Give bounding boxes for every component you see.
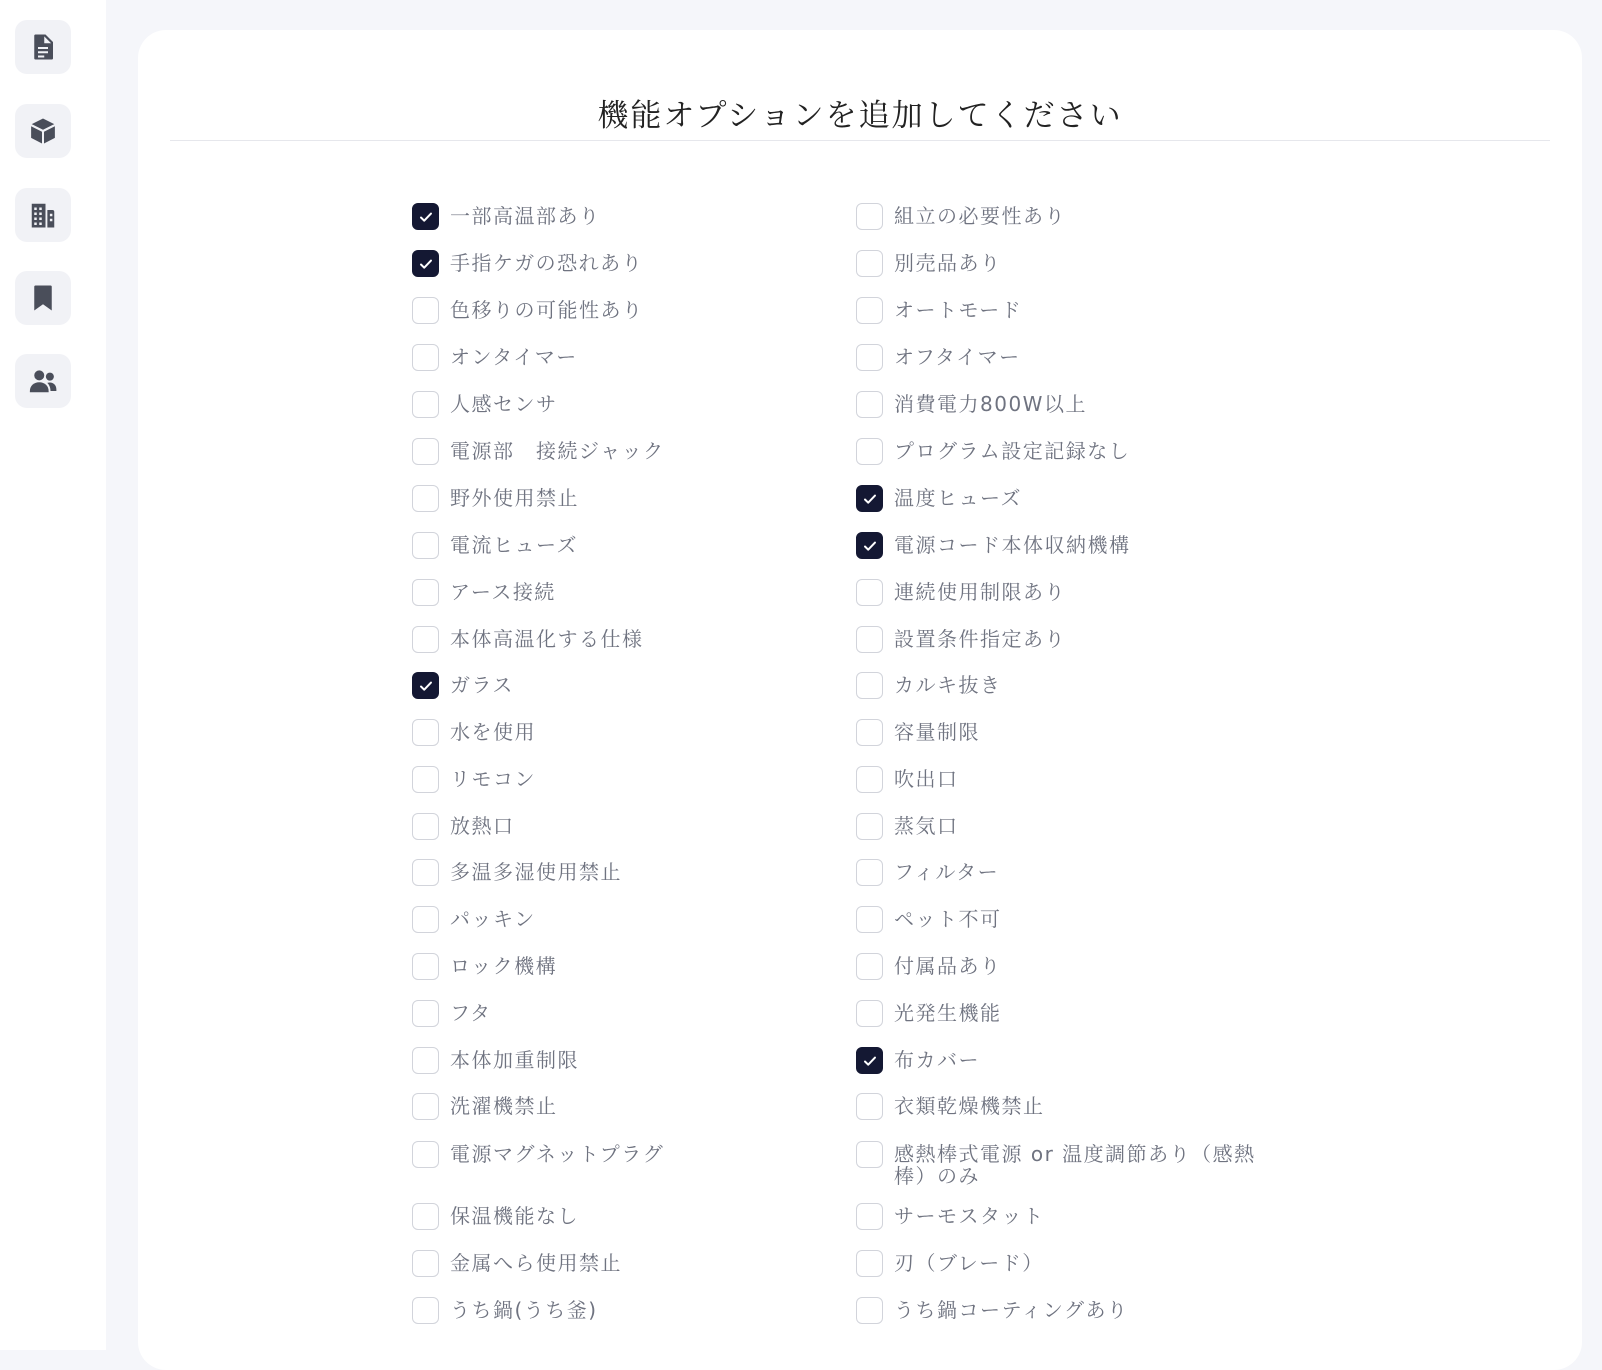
option-right-12[interactable]	[856, 765, 1284, 793]
option-label: 手指ケガの恐れあり	[450, 251, 644, 275]
option-checkbox[interactable]	[412, 859, 439, 886]
option-left-7[interactable]	[412, 531, 840, 559]
option-label: 別売品あり	[894, 251, 1002, 275]
options-card	[138, 30, 1582, 1370]
option-left-6[interactable]	[412, 484, 840, 512]
option-left-14[interactable]	[412, 858, 840, 886]
option-checkbox[interactable]	[856, 906, 883, 933]
option-left-17[interactable]	[412, 999, 840, 1027]
option-left-18[interactable]	[412, 1046, 840, 1074]
option-checkbox[interactable]	[412, 672, 439, 699]
option-label: 水を使用	[450, 720, 536, 744]
option-checkbox[interactable]	[412, 391, 439, 418]
option-label: 感熱棒式電源 or 温度調節あり（感熱棒）のみ	[894, 1142, 1256, 1188]
option-label: オフタイマー	[894, 345, 1021, 369]
divider	[170, 140, 1550, 141]
option-label: 金属へら使用禁止	[450, 1251, 622, 1275]
option-checkbox[interactable]	[856, 203, 883, 230]
option-label: 多温多湿使用禁止	[450, 860, 622, 884]
option-left-22[interactable]	[412, 1249, 840, 1277]
nav-documents-button[interactable]	[15, 20, 71, 74]
option-label: 布カバー	[894, 1048, 980, 1072]
option-checkbox[interactable]	[412, 297, 439, 324]
option-checkbox[interactable]	[412, 1000, 439, 1027]
option-checkbox[interactable]	[856, 1297, 883, 1324]
option-checkbox[interactable]	[856, 813, 883, 840]
option-left-5[interactable]	[412, 437, 840, 465]
option-checkbox[interactable]	[412, 1203, 439, 1230]
option-left-21[interactable]	[412, 1202, 840, 1230]
option-checkbox[interactable]	[856, 532, 883, 559]
option-label: 一部高温部あり	[450, 204, 601, 228]
option-checkbox[interactable]	[412, 1093, 439, 1120]
option-label: カルキ抜き	[894, 673, 1002, 697]
option-label: 野外使用禁止	[450, 486, 579, 510]
option-checkbox[interactable]	[856, 626, 883, 653]
option-label: 電源部 接続ジャック	[450, 439, 665, 463]
option-checkbox[interactable]	[412, 1047, 439, 1074]
option-left-15[interactable]	[412, 905, 840, 933]
option-checkbox[interactable]	[856, 438, 883, 465]
option-left-19[interactable]	[412, 1092, 840, 1120]
option-label: パッキン	[450, 907, 536, 931]
option-label: 保温機能なし	[450, 1204, 579, 1228]
option-label: 刃（ブレード）	[894, 1251, 1044, 1275]
option-left-9[interactable]	[412, 625, 840, 653]
option-left-2[interactable]	[412, 296, 840, 324]
option-checkbox[interactable]	[412, 1250, 439, 1277]
option-label: 連続使用制限あり	[894, 580, 1066, 604]
option-left-1[interactable]	[412, 249, 840, 277]
option-checkbox[interactable]	[412, 532, 439, 559]
option-label: 光発生機能	[894, 1001, 1002, 1025]
option-label: 色移りの可能性あり	[450, 298, 644, 322]
option-label: アース接続	[450, 580, 556, 604]
option-right-23[interactable]	[856, 1296, 1284, 1324]
option-checkbox[interactable]	[856, 344, 883, 371]
option-checkbox[interactable]	[856, 1203, 883, 1230]
option-right-18[interactable]	[856, 1046, 1284, 1074]
option-right-17[interactable]	[856, 999, 1284, 1027]
option-left-3[interactable]	[412, 343, 840, 371]
option-right-2[interactable]	[856, 296, 1284, 324]
option-label: フィルター	[894, 860, 1000, 884]
option-checkbox[interactable]	[856, 250, 883, 277]
option-checkbox[interactable]	[412, 485, 439, 512]
option-label: 人感センサ	[450, 392, 558, 416]
option-left-20[interactable]	[412, 1140, 840, 1168]
checkmark-icon	[418, 678, 434, 694]
option-checkbox[interactable]	[412, 626, 439, 653]
option-checkbox[interactable]	[856, 1141, 883, 1168]
option-checkbox[interactable]	[856, 1000, 883, 1027]
option-left-0[interactable]	[412, 202, 840, 230]
option-checkbox[interactable]	[856, 1250, 883, 1277]
option-checkbox[interactable]	[412, 953, 439, 980]
option-label: 電源マグネットプラグ	[450, 1142, 665, 1166]
option-checkbox[interactable]	[412, 438, 439, 465]
option-left-10[interactable]	[412, 671, 840, 699]
option-right-20[interactable]	[856, 1140, 1284, 1187]
document-icon	[28, 32, 58, 62]
sidebar	[0, 0, 106, 1350]
option-right-9[interactable]	[856, 625, 1284, 653]
option-checkbox[interactable]	[856, 1047, 883, 1074]
checkmark-icon	[862, 1053, 878, 1069]
option-checkbox[interactable]	[412, 579, 439, 606]
option-label: 衣類乾燥機禁止	[894, 1094, 1045, 1118]
option-right-0[interactable]	[856, 202, 1284, 230]
option-checkbox[interactable]	[412, 906, 439, 933]
option-left-4[interactable]	[412, 390, 840, 418]
option-checkbox[interactable]	[856, 672, 883, 699]
option-checkbox[interactable]	[856, 953, 883, 980]
option-label: 設置条件指定あり	[894, 627, 1066, 651]
bookmark-icon	[28, 283, 58, 313]
option-right-11[interactable]	[856, 718, 1284, 746]
nav-buildings-button[interactable]	[15, 188, 71, 242]
option-checkbox[interactable]	[412, 766, 439, 793]
option-right-6[interactable]	[856, 484, 1284, 512]
option-checkbox[interactable]	[412, 813, 439, 840]
checkmark-icon	[862, 538, 878, 554]
option-left-13[interactable]	[412, 812, 840, 840]
nav-products-button[interactable]	[15, 104, 71, 158]
checkmark-icon	[862, 491, 878, 507]
option-checkbox[interactable]	[856, 391, 883, 418]
option-label: 電流ヒューズ	[450, 533, 578, 557]
option-checkbox[interactable]	[856, 1093, 883, 1120]
option-checkbox[interactable]	[856, 719, 883, 746]
option-right-13[interactable]	[856, 812, 1284, 840]
option-checkbox[interactable]	[856, 297, 883, 324]
option-left-12[interactable]	[412, 765, 840, 793]
option-label: うち鍋(うち釜)	[450, 1298, 598, 1322]
option-right-8[interactable]	[856, 578, 1284, 606]
option-label: 蒸気口	[894, 814, 959, 838]
option-label: リモコン	[450, 767, 536, 791]
option-checkbox[interactable]	[856, 766, 883, 793]
option-label: ペット不可	[894, 907, 1002, 931]
option-checkbox[interactable]	[412, 1297, 439, 1324]
option-right-19[interactable]	[856, 1092, 1284, 1120]
option-checkbox[interactable]	[412, 344, 439, 371]
nav-bookmarks-button[interactable]	[15, 271, 71, 325]
option-label: 吹出口	[894, 767, 959, 791]
cube-icon	[28, 116, 58, 146]
option-checkbox[interactable]	[856, 485, 883, 512]
option-checkbox[interactable]	[856, 579, 883, 606]
option-label: ロック機構	[450, 954, 558, 978]
option-left-23[interactable]	[412, 1296, 840, 1324]
option-right-14[interactable]	[856, 858, 1284, 886]
option-label: 容量制限	[894, 720, 980, 744]
option-right-5[interactable]	[856, 437, 1284, 465]
building-icon	[28, 200, 58, 230]
option-left-8[interactable]	[412, 578, 840, 606]
option-label: オンタイマー	[450, 345, 578, 369]
option-checkbox[interactable]	[856, 859, 883, 886]
option-label: 本体加重制限	[450, 1048, 579, 1072]
option-label: 組立の必要性あり	[894, 204, 1066, 228]
option-right-10[interactable]	[856, 671, 1284, 699]
page-title: 機能オプションを追加してください	[597, 98, 1123, 134]
option-label: 電源コード本体収納機構	[894, 533, 1131, 557]
option-right-7[interactable]	[856, 531, 1284, 559]
nav-users-button[interactable]	[15, 354, 71, 408]
option-checkbox[interactable]	[412, 719, 439, 746]
option-right-1[interactable]	[856, 249, 1284, 277]
option-right-21[interactable]	[856, 1202, 1284, 1230]
option-right-15[interactable]	[856, 905, 1284, 933]
option-label: 消費電力800W以上	[894, 392, 1087, 416]
option-right-4[interactable]	[856, 390, 1284, 418]
option-left-11[interactable]	[412, 718, 840, 746]
checkmark-icon	[418, 256, 434, 272]
option-label: サーモスタット	[894, 1204, 1045, 1228]
users-icon	[28, 366, 58, 396]
option-label: プログラム設定記録なし	[894, 439, 1131, 463]
option-right-22[interactable]	[856, 1249, 1284, 1277]
option-label: 温度ヒューズ	[894, 486, 1022, 510]
option-label: 放熱口	[450, 814, 515, 838]
option-label: 付属品あり	[894, 954, 1002, 978]
option-checkbox[interactable]	[412, 250, 439, 277]
checkmark-icon	[418, 209, 434, 225]
option-label: オートモード	[894, 298, 1023, 322]
option-label: うち鍋コーティングあり	[894, 1298, 1129, 1322]
option-label: ガラス	[450, 673, 514, 697]
option-checkbox[interactable]	[412, 1141, 439, 1168]
option-left-16[interactable]	[412, 952, 840, 980]
option-checkbox[interactable]	[412, 203, 439, 230]
option-label: 洗濯機禁止	[450, 1094, 558, 1118]
option-label: 本体高温化する仕様	[450, 627, 644, 651]
option-right-3[interactable]	[856, 343, 1284, 371]
option-label: フタ	[450, 1001, 492, 1025]
option-right-16[interactable]	[856, 952, 1284, 980]
